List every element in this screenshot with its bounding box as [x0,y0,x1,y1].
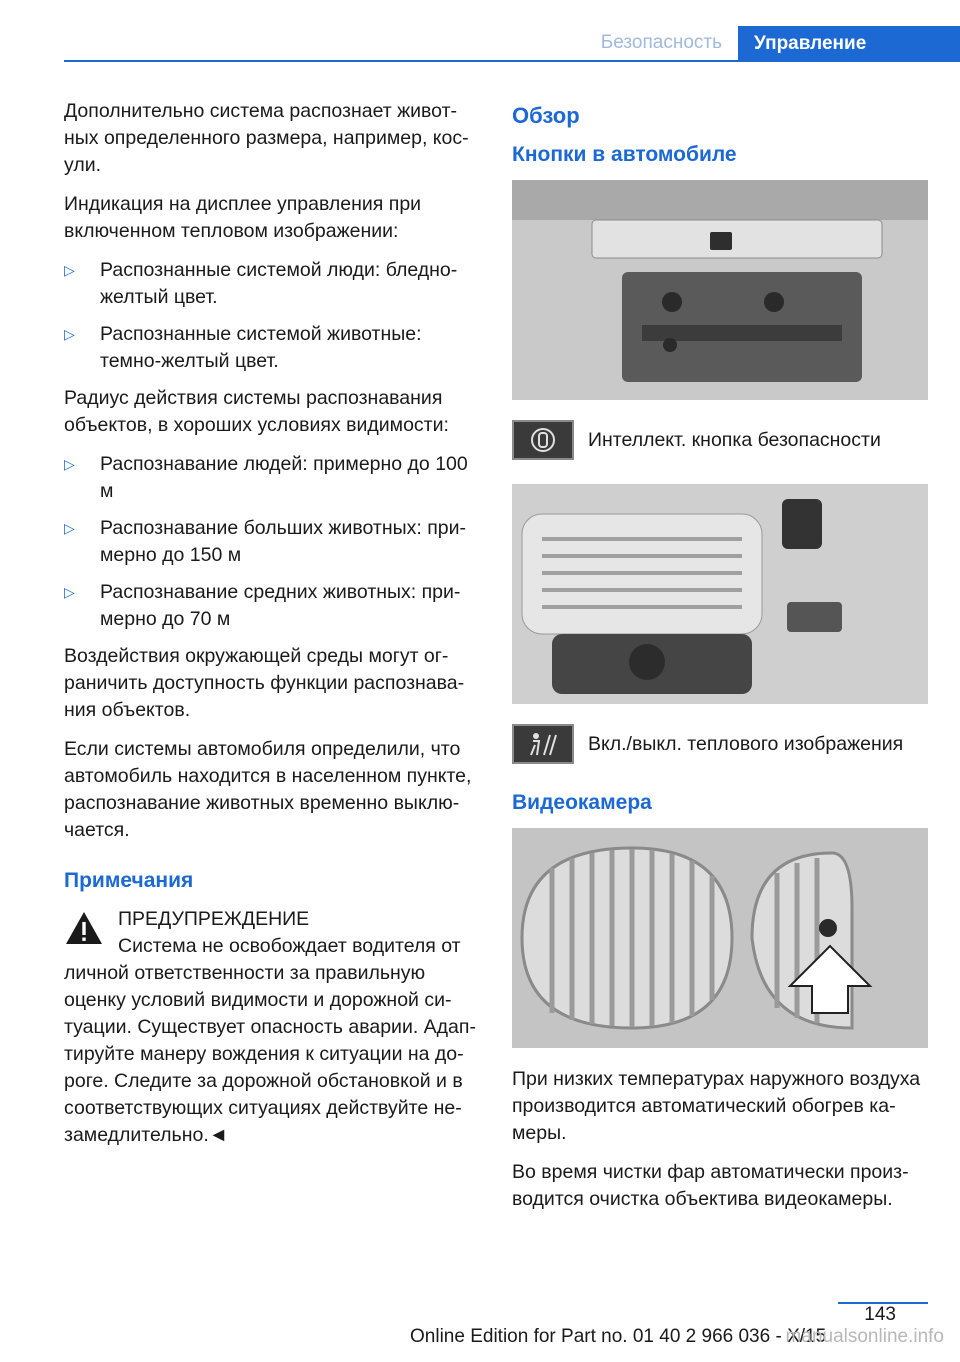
buttons-heading: Кнопки в автомобиле [512,143,737,166]
paragraph: Во время чистки фар автоматически производится очистка объектива видеокамеры. [512,1161,909,1210]
list-item [64,321,476,375]
triangle-right-icon: ▷ [64,584,75,600]
list-item-text: Распознанные системой люди: бледно-желтый цвет. [100,259,458,308]
list-item [64,515,476,569]
header-tab-safety[interactable]: Безопасность [600,32,722,53]
list-item-text: Распознавание средних животных: примерно до 70 м [100,581,461,630]
paragraph: Дополнительно система распознает животных определенного размера, например, косули. [64,100,469,176]
warning-text-first-line: Система не освобождает водителя от [118,935,461,957]
edition-note: Online Edition for Part no. 01 40 2 966 036 - X/15 [410,1326,827,1347]
right-column [512,98,928,1225]
triangle-right-icon: ▷ [64,326,75,342]
center-console-photo [512,180,928,400]
thermal-image-button-icon [512,724,574,764]
warning-title: ПРЕДУПРЕЖДЕНИЕ [118,908,310,930]
warning-block [64,906,476,1149]
list-item [64,257,476,311]
safety-button-icon [512,420,574,460]
warning-triangle-icon [64,910,104,946]
left-column [64,98,476,1149]
triangle-right-icon: ▷ [64,262,75,278]
safety-button-caption: Интеллект. кнопка безопасности [588,428,881,451]
paragraph: Индикация на дисплее управления при включенном тепловом изображении: [64,193,422,242]
triangle-right-icon: ▷ [64,456,75,472]
page-number: 143 [864,1304,896,1325]
display-indication-list [64,257,476,375]
safety-button-row [512,420,928,460]
headlight-switch-photo [512,484,928,704]
notes-heading: Примечания [64,869,194,892]
header-rule [64,60,960,62]
paragraph: При низких температурах наружного воздуха производится автоматический обогрев камеры. [512,1068,921,1144]
video-camera-photo [512,828,928,1048]
range-list [64,451,476,633]
list-item [64,579,476,633]
thermal-button-row [512,724,928,764]
list-item-text: Распознанные системой животные: темно-желтый цвет. [100,323,422,372]
list-item [64,451,476,505]
paragraph: Радиус действия системы распознавания объектов, в хороших условиях видимости: [64,387,449,436]
paragraph: Воздействия окружающей среды могут ограничить доступность функции распознавания объектов. [64,645,465,721]
page-header [64,26,960,62]
page-footer [0,1302,960,1362]
list-item-text: Распознавание людей: примерно до 100 м [100,453,468,502]
watermark: manualsonline.info [785,1326,944,1347]
triangle-right-icon: ▷ [64,520,75,536]
warning-text: личной ответственности за правильную оценку условий видимости и дорожной ситуации. Существует опасность аварии. Адаптируйте манеру вождения к ситуации на дороге. Следите за дорожной обстановкой и в соответствующих ситуациях действуйте незамедлительно.◄ [64,962,476,1146]
thermal-button-caption: Вкл./выкл. теплового изображения [588,732,904,755]
header-tab-controls[interactable]: Управление [738,26,960,62]
overview-heading: Обзор [512,103,580,128]
list-item-text: Распознавание больших животных: примерно до 150 м [100,517,467,566]
camera-heading: Видеокамера [512,791,652,814]
paragraph: Если системы автомобиля определили, что автомобиль находится в населенном пункте, распознавание животных временно выключается. [64,738,472,841]
